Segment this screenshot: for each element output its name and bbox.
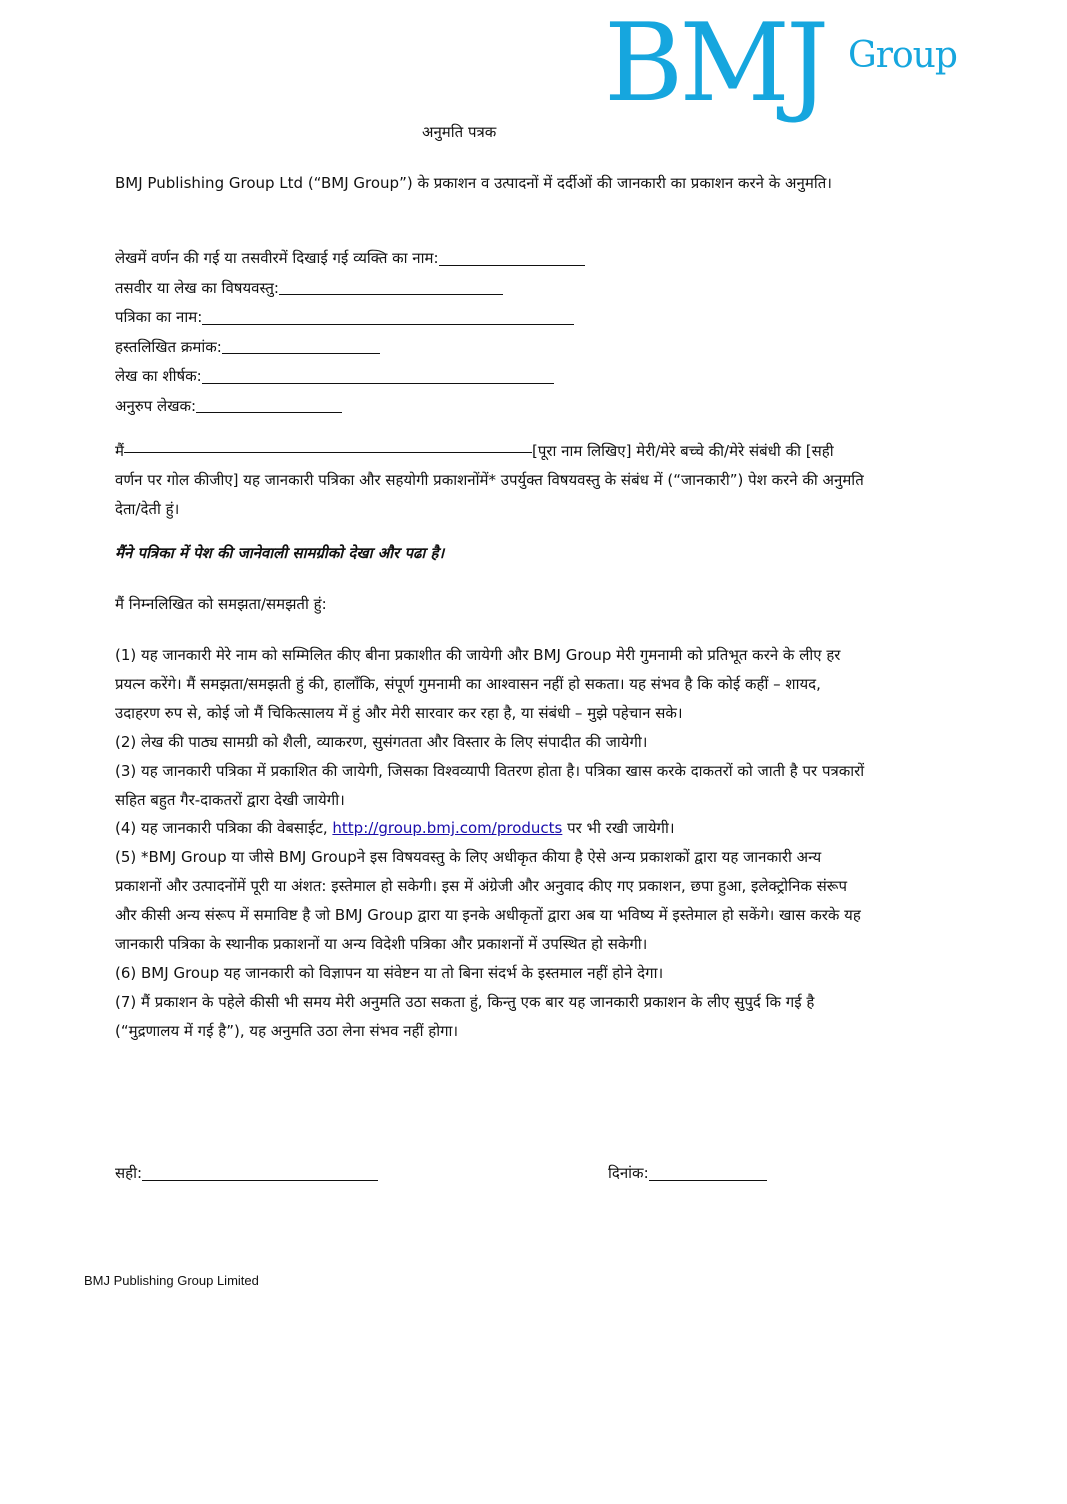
condition-item: (3) यह जानकारी पत्रिका में प्रकाशित की जायेगी, जिसका विश्वव्यापी वितरण होता है। पत्रिका खास करके दाकतरों को जाती है पर पत्रकारों सहित बहुत गैर-दाकतरों द्वारा देखी जायेगी।: [115, 761, 865, 809]
condition-item: (6) BMJ Group यह जानकारी को विज्ञापन या संवेष्टन या तो बिना संदर्भ के इस्तमाल नहीं होने देगा।: [115, 963, 664, 982]
footer-company-name: BMJ Publishing Group Limited: [84, 1273, 259, 1288]
corresponding-author-blank[interactable]: [196, 411, 342, 413]
field-subject: [115, 274, 585, 304]
consent-text: [पूरा नाम लिखिए] मेरी/मेरे बच्चे की/मेरे संबंधी की [सही वर्णन पर गोल कीजीए] यह जानकारी पत्रिका और सहयोगी प्रकाशनोंमें* उपर्युक्त विषयवस्तु के संबंध में (“जानकारी”) पेश करने की अनुमति देता/देती हुं।: [115, 442, 864, 518]
signature-field: [115, 1160, 378, 1186]
field-label: लेख का शीर्षक:: [115, 367, 202, 385]
signature-label: सही:: [115, 1164, 143, 1182]
field-journal-name: [115, 303, 585, 333]
field-label: अनुरुप लेखक:: [115, 396, 197, 415]
condition-item: (2) लेख की पाठ्य सामग्री को शैली, व्याकरण, सुसंगतता और विस्तार के लिए संपादीत की जायेगी।: [115, 732, 648, 751]
logo-bmj-text: BMJ: [604, 1, 826, 126]
signature-blank[interactable]: [142, 1179, 378, 1181]
journal-name-blank[interactable]: [202, 323, 574, 325]
article-title-blank[interactable]: [202, 382, 554, 384]
field-person-name: [115, 244, 585, 274]
condition-item: (1) यह जानकारी मेरे नाम को सम्मिलित कीए बीना प्रकाशीत की जायेगी और BMJ Group मेरी गुमनामी को प्रतिभूत करने के लीए हर प्रयत्न करेंगे। मैं समझता/समझती हुं की, हालाँकि, संपूर्ण गुमनामी का आश्वासन नहीं हो सकता। यह संभव है कि कोई कहीं – शायद, उदाहरण रुप से, कोई जो मैं चिकित्सालय में हुं और मेरी सारवार कर रहा है, या संबंधी – मुझे पहेचान सके।: [115, 646, 841, 722]
bmj-group-logo: [604, 1, 984, 150]
date-blank[interactable]: [649, 1179, 767, 1181]
condition-item: (7) मैं प्रकाशन के पहेले कीसी भी समय मेरी अनुमति उठा सकता हुं, किन्तु एक बार यह जानकारी प्रकाशन के लीए सुपुर्द कि गई है (“मुद्रणालय में गई है”), यह अनुमति उठा लेना संभव नहीं होगा।: [115, 992, 815, 1040]
field-label: लेखमें वर्णन की गई या तसवीरमें दिखाई गई व्यक्ति का नाम:: [115, 249, 439, 267]
intro-paragraph: BMJ Publishing Group Ltd (“BMJ Group”) के प्रकाशन व उत्पादनों में दर्दीओं की जानकारी का प्रकाशन करने के अनुमति।: [115, 174, 832, 192]
full-name-blank[interactable]: [124, 451, 532, 453]
condition-item-text: (4) यह जानकारी पत्रिका की वेबसाईट,: [115, 819, 333, 838]
condition-item: [115, 814, 865, 843]
emphasis-statement: मैंने पत्रिका में पेश की जानेवाली सामग्रीको देखा और पढा है।: [115, 544, 445, 562]
field-label: तसवीर या लेख का विषयवस्तु:: [115, 278, 279, 297]
manuscript-number-blank[interactable]: [222, 352, 380, 354]
field-corresponding-author: [115, 392, 585, 422]
conditions-list: [115, 641, 865, 1046]
field-article-title: [115, 362, 585, 392]
subject-blank[interactable]: [279, 293, 503, 295]
form-title: अनुमति पत्रक: [422, 123, 497, 141]
condition-item-text: पर भी रखी जायेगी।: [562, 819, 675, 838]
field-label: हस्तलिखित क्रमांक:: [115, 337, 222, 356]
date-label: दिनांक:: [608, 1164, 649, 1182]
logo-group-text: Group: [848, 35, 957, 76]
field-manuscript-number: [115, 333, 585, 363]
consent-prefix: मैं: [115, 442, 124, 460]
condition-item: (5) *BMJ Group या जीसे BMJ Groupने इस विषयवस्तु के लिए अधीकृत कीया है ऐसे अन्य प्रकाशकों द्वारा यह जानकारी अन्य प्रकाशनों और उत्पादनोंमें पूरी या अंशत: इस्तेमाल हो सकेगी। इस में अंग्रेजी और अनुवाद कीए गए प्रकाशन, छपा हुआ, इलेक्ट्रोनिक संरूप और कीसी अन्य संरूप में समाविष्ट है जो BMJ Group द्वारा या इनके अधीकृतों द्वारा अब या भविष्य में इस्तेमाल हो सकेंगे। खास करके यह जानकारी पत्रिका के स्थानीक प्रकाशनों या अन्य विदेशी पत्रिका और प्रकाशनों में उपस्थित हो सकेगी।: [115, 848, 861, 954]
date-field: [608, 1160, 767, 1186]
products-link[interactable]: http://group.bmj.com/products: [332, 819, 563, 838]
consent-paragraph: [115, 437, 865, 524]
field-label: पत्रिका का नाम:: [115, 308, 203, 326]
details-fields: [115, 244, 585, 421]
person-name-blank[interactable]: [439, 264, 585, 266]
understand-heading: मैं निम्नलिखित को समझता/समझती हुं:: [115, 595, 327, 613]
